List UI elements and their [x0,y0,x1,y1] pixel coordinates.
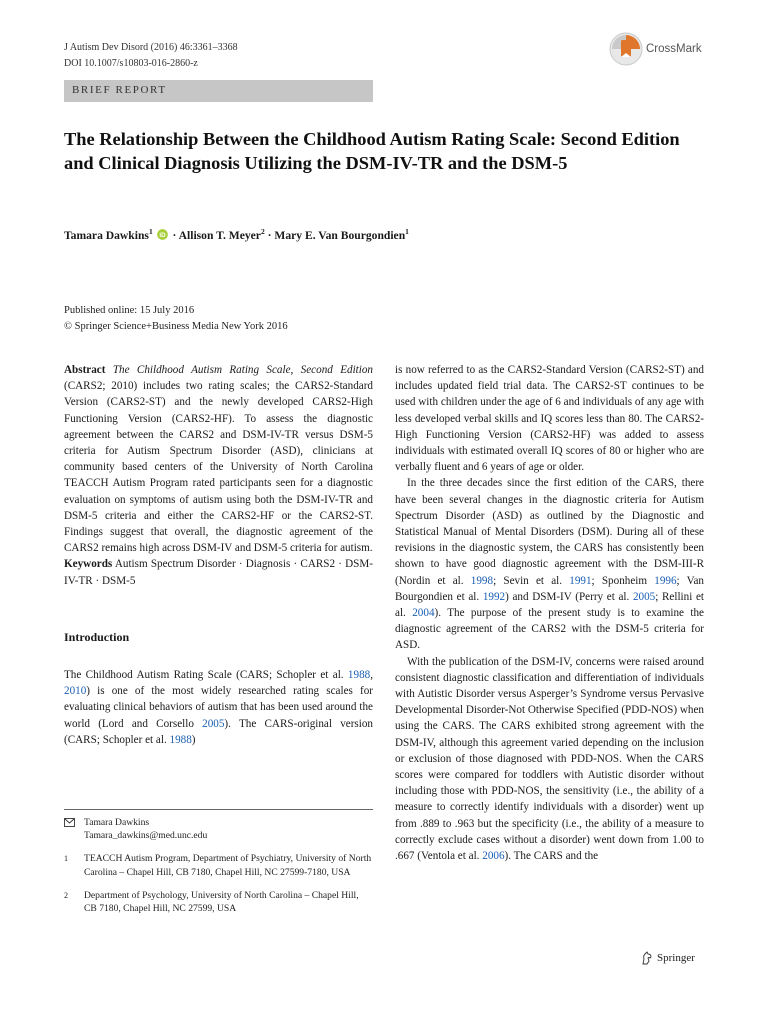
left-column [64,362,373,748]
intro-paragraph [64,667,373,748]
author-name[interactable]: Mary E. Van Bourgondien [274,228,406,242]
keywords-text: Autism Spectrum Disorder · Diagnosis · CARS2 · DSM-IV-TR · DSM-5 [64,558,373,587]
paragraph-text: ; Van Bourgondien et al. [395,574,704,603]
corresponding-author [64,816,373,842]
citation-link[interactable]: 1992 [482,590,506,603]
affiliation-note [64,889,373,915]
citation-link[interactable]: 1988 [169,733,192,746]
contact-email[interactable]: Tamara_dawkins@med.unc.edu [84,830,208,842]
paragraph-text: ). The purpose of the present study is to examine the diagnostic agreement of the CARS2 with the DSM-5 criteria for ASD. [395,607,704,652]
orcid-icon[interactable] [157,229,168,240]
paragraph-text: In the three decades since the first edition of the CARS, there have been several changes in the diagnostic criteria for Autism Spectrum Disorder (ASD) as outlined by the Diagnostic and Statistical Manual of Mental Disorders (DSM). During all of these revisions in the diagnostic system, the CARS has consistently been shown to have good diagnostic agreement with the DSM-III-R (Nordin et al. [395,477,704,587]
contact-name: Tamara Dawkins [84,817,150,828]
citation-link[interactable]: 1991 [569,574,592,587]
author-list [64,227,409,242]
paragraph-text: With the publication of the DSM-IV, concerns were raised around consistent diagnostic classification and differentiation of individuals with Autistic Disorder versus Asperger’s Syndrome versus Pervasive Developmental Disorder-Not Otherwise Specified (PDD-NOS) when using the CARS. The CARS exhibited strong agreement with the DSM-IV, although this agreement varied depending on the inclusion or exclusion of those diagnosed with PDD-NOS. When the CARS scores were compared for toddlers with Autistic disorder without including those with PDD-NOS, the sensitivity (i.e., the ability of a measure to correctly identify individuals with a disorder) went up from .889 to .963 but the specificity (i.e., the ability of a measure to correctly exclude cases without a disorder) went down from 1.00 to .667 (Ventola et al. [395,655,704,863]
section-heading-introduction: Introduction [64,629,130,644]
author-separator: · [264,228,275,242]
affiliation-text: Department of Psychology, University of North Carolina – Chapel Hill, CB 7180, Chapel Hill, NC 27599, USA [84,889,359,915]
paragraph-text: ) is one of the most widely researched rating scales for evaluating clinical behaviors of autism that has been used around the world (Lord and Corsello [64,685,373,730]
article-type-bar [64,80,373,102]
citation-link[interactable]: 1996 [654,574,677,587]
affiliation-number: 2 [64,890,68,900]
journal-info [64,40,238,72]
intro-paragraph [395,475,704,653]
abstract-text: (CARS2; 2010) includes two rating scales; the CARS2-Standard Version (CARS2-ST) and the newly developed CARS2-High Functioning Version (CARS2-HF). To assess the diagnostic agreement between the CARS2 and DSM-IV-TR versus DSM-5 criteria for Autism Spectrum Disorder (ASD), clinicians at community based centers of the University of North Carolina TEACCH Autism Program rated participants seen for a diagnostic evaluation on symptoms of autism using both the DSM-IV-TR and DSM-5 criteria and either the CARS2-HF or the CARS2-ST. Findings suggest that overall, the diagnostic agreement of the CARS2 remains high across DSM-IV and DSM-5 criteria for autism. [64,380,373,555]
citation-link[interactable]: 2006 [482,850,505,863]
paragraph-text: ; Sevin et al. [493,574,570,587]
citation-link[interactable]: 1998 [470,574,494,587]
affiliation-number: 1 [64,854,68,864]
crossmark-badge[interactable] [609,32,709,66]
springer-horse-icon [640,951,654,965]
crossmark-icon [609,32,643,66]
paper-title: The Relationship Between the Childhood Autism Rating Scale: Second Edition and Clinical Diagnosis Utilizing the DSM-IV-TR and the DSM-5 [64,129,680,173]
paragraph-text: The Childhood Autism Rating Scale (CARS; Schopler et al. [64,669,348,682]
keywords-label: Keywords [64,558,113,571]
affiliation-text: TEACCH Autism Program, Department of Psychiatry, University of North Carolina – Chapel Hill, CB 7180, Chapel Hill, NC 27599-7180, USA [84,853,372,878]
abstract-italic-lead: The Childhood Autism Rating Scale, Second Edition [112,364,373,376]
citation-link[interactable]: 2010 [64,685,87,698]
paragraph-text: ) [191,733,196,746]
paragraph-text: , [370,669,373,682]
footnotes [64,816,373,915]
author-affiliation: 1 [148,227,153,236]
author-separator: · [169,228,179,242]
svg-text:iD: iD [158,231,166,239]
intro-paragraph [395,654,704,865]
copyright-notice: © Springer Science+Business Media New York 2016 [64,321,288,332]
footnote-divider [64,809,373,810]
paragraph-text: ; Sponheim [591,574,655,587]
publisher-footer [640,951,695,965]
paragraph-text: ; Rellini et al. [395,590,704,620]
publication-info [64,303,288,335]
author-affiliation: 2 [260,227,265,236]
journal-citation: J Autism Dev Disord (2016) 46:3361–3368 [64,42,238,53]
publisher-name: Springer [657,952,695,964]
citation-link[interactable]: 2005 [632,590,656,603]
affiliation-note [64,852,373,878]
citation-link[interactable]: 1988 [347,669,371,682]
abstract [64,362,373,556]
crossmark-label: CrossMark [646,43,702,55]
right-column [395,362,704,864]
citation-link[interactable]: 2004 [412,607,435,620]
doi[interactable]: DOI 10.1007/s10803-016-2860-z [64,58,198,69]
author-name[interactable]: Allison T. Meyer [178,228,261,242]
paragraph-text: ) and DSM-IV (Perry et al. [505,590,633,603]
author-affiliation: 1 [405,227,409,236]
intro-paragraph-continued: is now referred to as the CARS2-Standard Version (CARS2-ST) and includes updated field trial data. The CARS2-ST continues to be used with children under the age of 6 and individuals of any age with less developed verbal skills and IQ scores less than 80. The CARS2-High Functioning Version (CARS2-HF) was added to assess individuals with estimated overall IQ scores of 80 or higher who are verbally fluent and 6 years of age or older. [395,364,704,474]
paragraph-text: ). The CARS and the [504,850,599,863]
abstract-label: Abstract [64,364,106,376]
published-online-date: Published online: 15 July 2016 [64,305,195,316]
paragraph-text: ). The CARS-original version (CARS; Schopler et al. [64,717,373,746]
keywords [64,556,373,588]
author-name[interactable]: Tamara Dawkins [64,228,149,242]
citation-link[interactable]: 2005 [202,717,225,730]
article-type-label: BRIEF REPORT [72,84,167,96]
envelope-icon [64,818,75,827]
